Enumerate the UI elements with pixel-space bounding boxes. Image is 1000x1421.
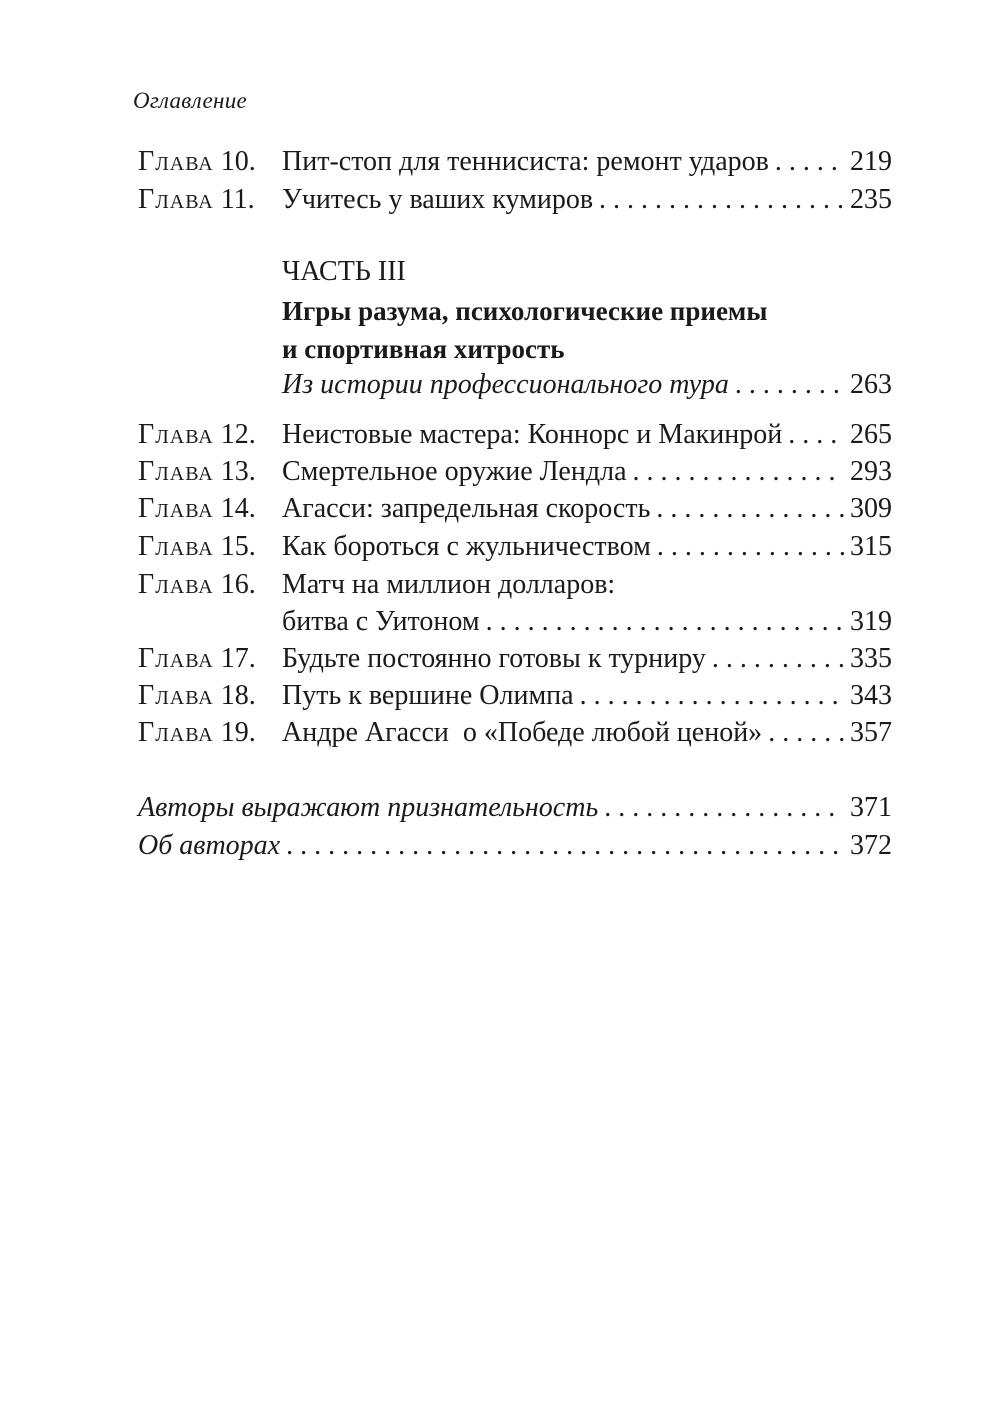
part-title-line1: Игры разума, психологические приемы [282,296,768,326]
page-number: 315 [850,531,892,562]
entry-title: Путь к вершине Олимпа [282,680,574,711]
chapter-word: Глава [138,456,214,487]
toc-entry-chapter-16-cont[interactable] [282,603,892,641]
dot-leader [604,789,844,827]
dot-leader [735,366,844,404]
chapter-word: Глава [138,717,214,748]
page-number: 319 [850,606,892,637]
toc-entry-chapter-16[interactable] [138,566,892,604]
dot-leader [599,181,844,219]
entry-title: Андре Агасси о «Победе любой ценой» [282,717,763,748]
toc-entry-chapter-18[interactable] [138,677,892,715]
entry-title: Смертельное оружие Лендла [282,456,627,487]
chapter-number [138,143,282,181]
chapter-num: 11. [220,184,255,215]
page-number: 263 [850,369,892,400]
entry-title: Учитесь у ваших кумиров [282,184,594,215]
toc-entry-chapter-12[interactable] [138,416,892,454]
chapter-num: 18. [220,680,256,711]
dot-leader [656,490,844,528]
entry-title: Пит-стоп для теннисиста: ремонт ударов [282,146,769,177]
dot-leader [580,677,844,715]
entry-title: Будьте постоянно готовы к турниру [282,643,706,674]
chapter-word: Глава [138,184,214,215]
chapter-word: Глава [138,493,214,524]
chapter-number [138,566,282,604]
entry-title-line1: Матч на миллион долларов: [282,569,616,600]
page-number: 219 [850,146,892,177]
chapter-number [138,416,282,454]
entry-title: Об авторах [138,830,281,861]
chapter-num: 19. [220,717,256,748]
page-number: 309 [850,493,892,524]
chapter-num: 17. [220,643,256,674]
chapter-word: Глава [138,569,214,600]
toc-entry-about-authors[interactable] [138,827,892,865]
dot-leader [775,143,844,181]
toc-entry-acknowledgments[interactable] [138,789,892,827]
entry-title: Из истории профессионального тура [282,369,729,400]
page-number: 371 [850,792,892,823]
page-number: 357 [850,717,892,748]
chapter-number [138,714,282,752]
chapter-num: 15. [220,531,256,562]
entry-title: Как бороться с жульничеством [282,531,651,562]
chapter-num: 14. [220,493,256,524]
toc-entry-part-intro[interactable] [282,366,892,404]
entry-title: Авторы выражают признательность [138,792,599,823]
chapter-num: 13. [220,456,256,487]
chapter-number [138,453,282,491]
chapter-num: 16. [220,569,256,600]
dot-leader [286,827,844,865]
page-number: 372 [850,830,892,861]
page-number: 235 [850,184,892,215]
page-number: 265 [850,419,892,450]
dot-leader [788,416,844,454]
part-label: ЧАСТЬ III [282,256,406,287]
chapter-number [138,181,282,219]
chapter-word: Глава [138,531,214,562]
page-number: 335 [850,643,892,674]
chapter-number [138,677,282,715]
dot-leader [486,603,844,641]
part-title-line2: и спортивная хитрость [282,334,565,364]
toc-entry-chapter-13[interactable] [138,453,892,491]
toc-entry-chapter-19[interactable] [138,714,892,752]
chapter-number [138,528,282,566]
chapter-number [138,640,282,678]
dot-leader [657,528,844,566]
entry-title-line2: битва с Уитоном [282,606,480,637]
chapter-num: 12. [220,419,256,450]
dot-leader [633,453,845,491]
chapter-word: Глава [138,146,214,177]
toc-entry-chapter-14[interactable] [138,490,892,528]
entry-title: Неистовые мастера: Коннорс и Макинрой [282,419,783,450]
toc-entry-chapter-17[interactable] [138,640,892,678]
running-head: Оглавление [133,88,248,113]
toc-entry-chapter-15[interactable] [138,528,892,566]
chapter-number [138,490,282,528]
chapter-word: Глава [138,680,214,711]
chapter-word: Глава [138,419,214,450]
toc-entry-chapter-10[interactable] [138,143,892,181]
page-number: 343 [850,680,892,711]
toc-entry-chapter-11[interactable] [138,181,892,219]
chapter-num: 10. [220,146,256,177]
entry-title: Агасси: запредельная скорость [282,493,651,524]
chapter-word: Глава [138,643,214,674]
dot-leader [712,640,844,678]
dot-leader [768,714,844,752]
page-number: 293 [850,456,892,487]
